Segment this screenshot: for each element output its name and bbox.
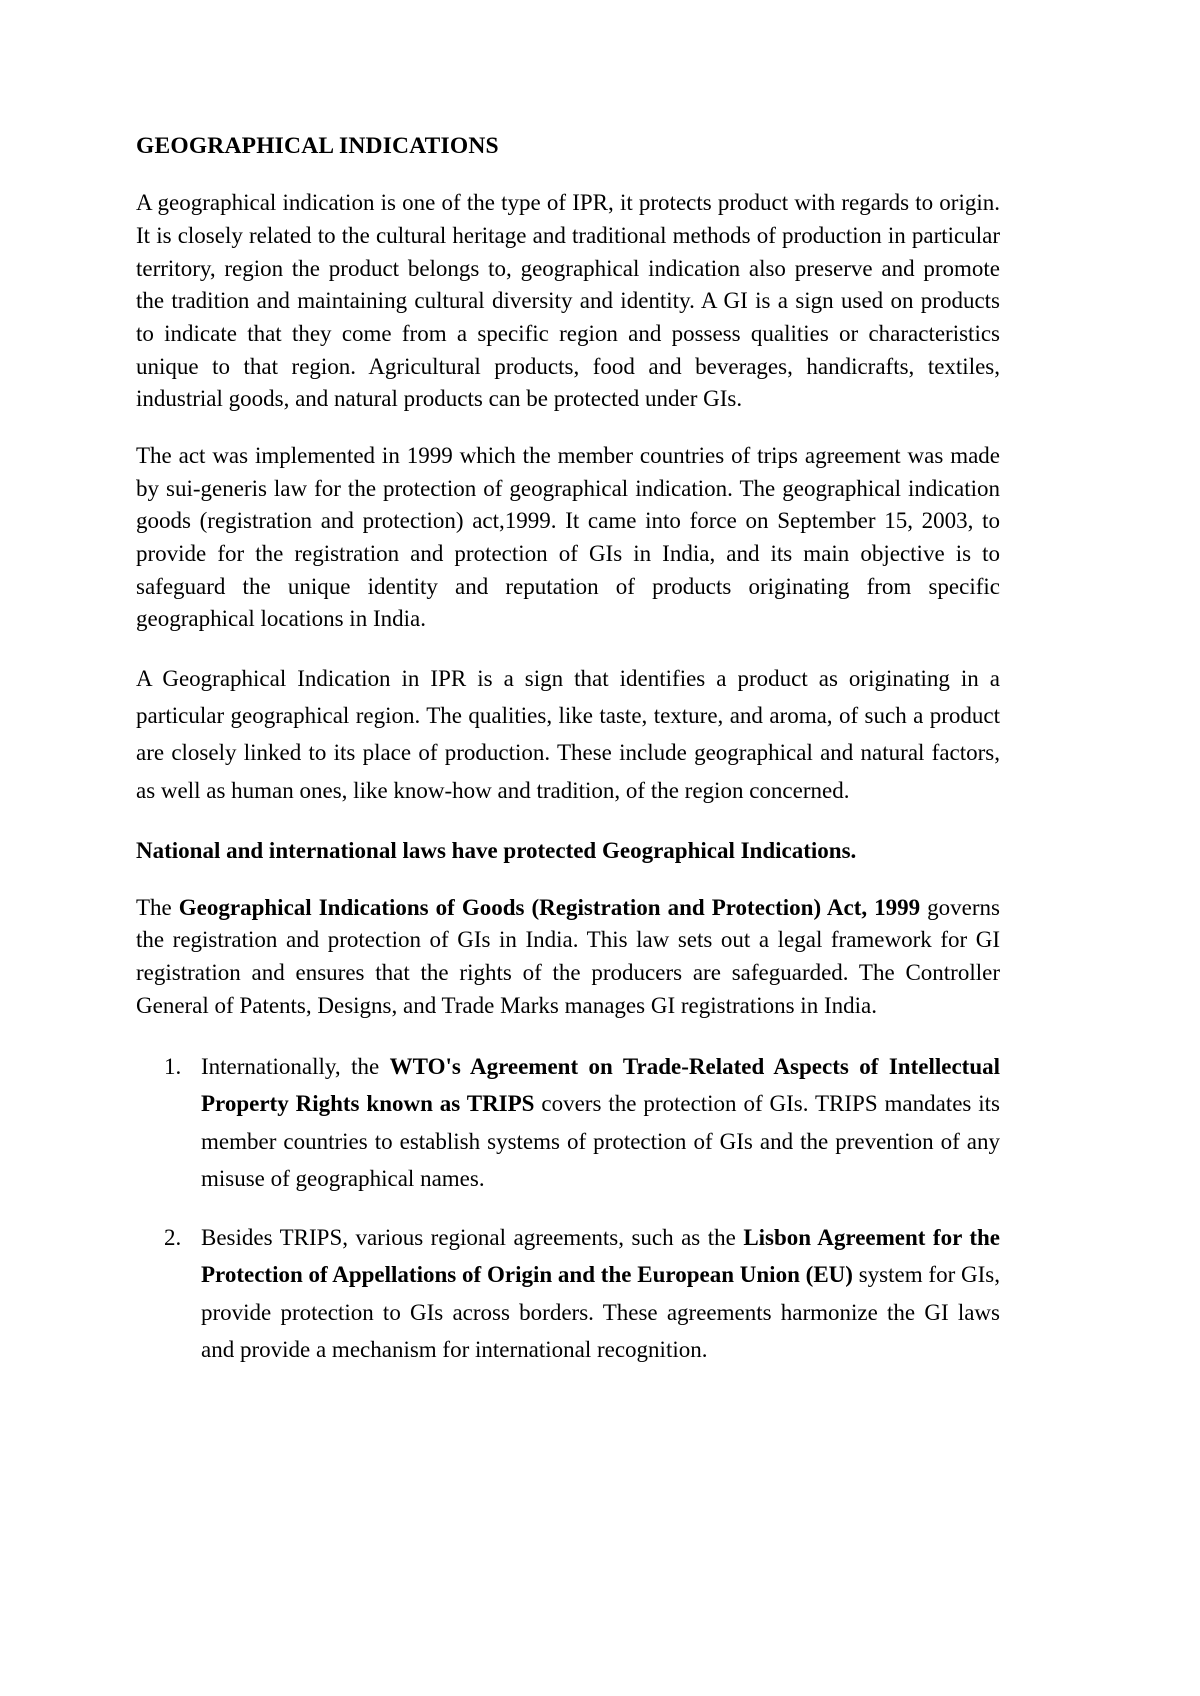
list-item [136,1219,1000,1368]
act-para-rest: governs the registration and protection of GIs in India. This law sets out a legal framework for GI registration and ensures that the rights of the producers are safeguarded. The Controller General of Patents, Designs, and Trade Marks manages GI registrations in India. [136,894,1000,1018]
subheading-laws: National and international laws have protected Geographical Indications. [136,837,857,863]
paragraph-gi-act-1999 [136,892,1000,1023]
list-item-lead: Internationally, the [201,1054,390,1080]
paragraph-definition: A geographical indication is one of the type of IPR, it protects product with regards to origin. It is closely related to the cultural heritage and traditional methods of production in particular territory, region the product belongs to, geographical indication also preserve and promote the tradition and maintaining cultural diversity and identity. A GI is a sign used on products to indicate that they come from a specific region and possess qualities or characteristics unique to that region. Agricultural products, food and beverages, handicrafts, textiles, industrial goods, and natural products can be protected under GIs. [136,190,1000,412]
paragraph-gi-in-ipr: A Geographical Indication in IPR is a sign that identifies a product as originating in a particular geographical region. The qualities, like taste, texture, and aroma, of such a product are closely linked to its place of production. These include geographical and natural factors, as well as human ones, like know-how and tradition, of the region concerned. [136,665,1000,803]
list-item-rest: system for GIs, provide protection to GIs across borders. These agreements harmonize the GI laws and provide a mechanism for international recognition. [201,1262,1001,1362]
list-item-bold: Lisbon Agreement for the Protection of Appellations of Origin and the European Union (EU) [201,1225,1000,1288]
list-item [136,1048,1000,1197]
act-para-bold-title: Geographical Indications of Goods (Registration and Protection) Act, 1999 [178,894,921,920]
list-item-lead: Besides TRIPS, various regional agreements, such as the [201,1225,744,1251]
act-para-lead: The [136,894,179,920]
page-title: GEOGRAPHICAL INDICATIONS [136,133,499,159]
list-item-bold: WTO's Agreement on Trade-Related Aspects of Intellectual Property Rights known as TRIPS [201,1054,1000,1117]
numbered-list [136,1048,1000,1368]
paragraph-act-history: The act was implemented in 1999 which the member countries of trips agreement was made by sui-generis law for the protection of geographical indication. The geographical indication goods (registration and protection) act,1999. It came into force on September 15, 2003, to provide for the registration and protection of GIs in India, and its main objective is to safeguard the unique identity and reputation of products originating from specific geographical locations in India. [136,442,1000,632]
list-item-rest: covers the protection of GIs. TRIPS mandates its member countries to establish systems of protection of GIs and the prevention of any misuse of geographical names. [201,1091,1000,1191]
